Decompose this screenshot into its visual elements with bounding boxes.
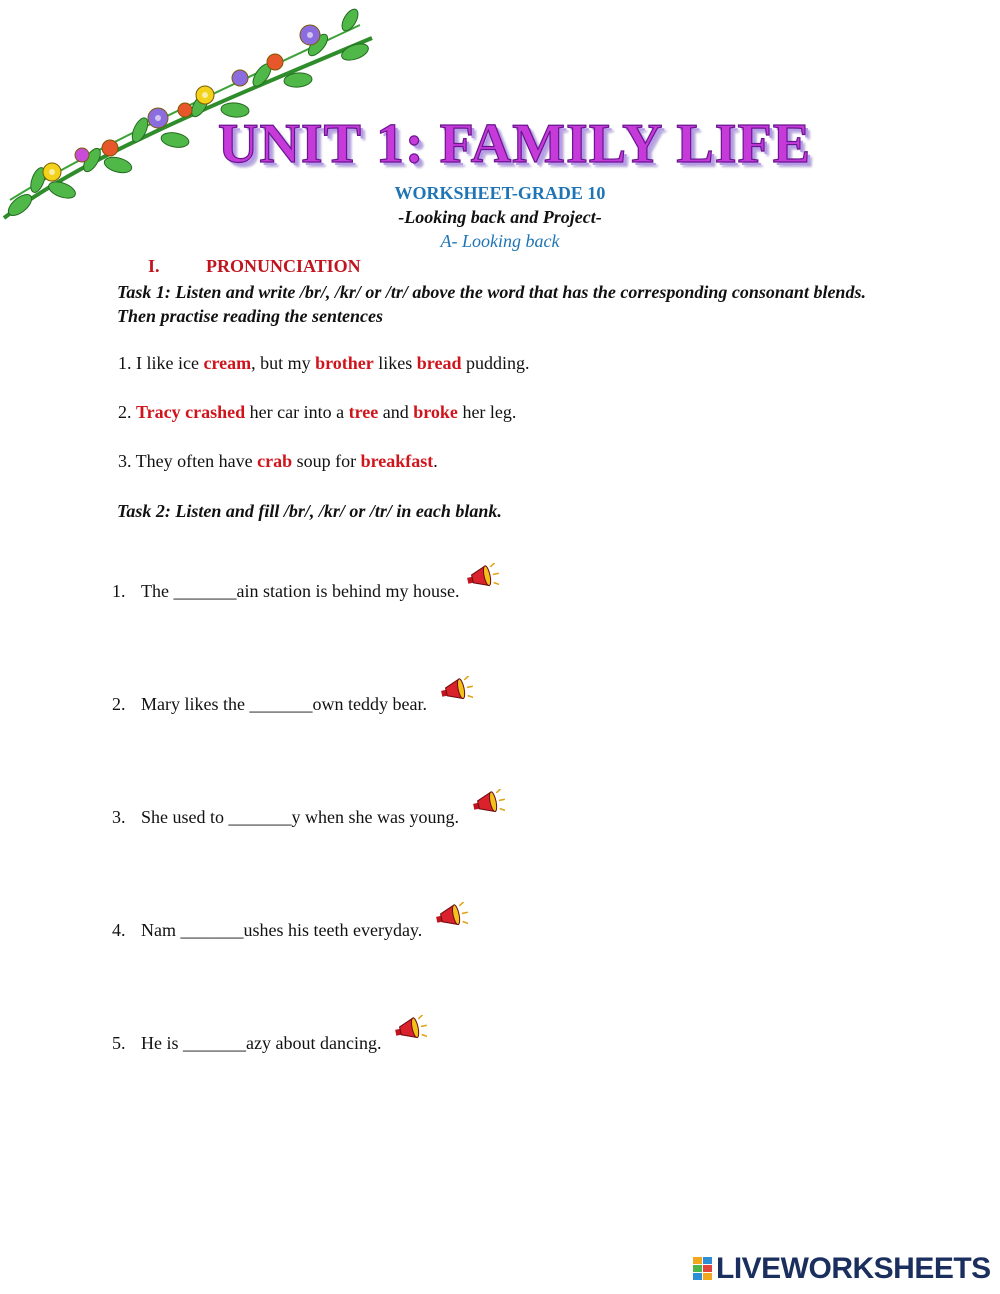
question-number: 1. <box>112 581 126 601</box>
task1-instruction: Task 1: Listen and write /br/, /kr/ or /tr/ above the word that has the corresponding consonant blends. Then practise reading the sentences <box>117 282 866 326</box>
sentence-text: 1. I like ice <box>118 353 204 373</box>
sentence-text: and <box>378 402 414 422</box>
megaphone-icon[interactable] <box>463 563 499 589</box>
question-text: Mary likes the _______own teddy bear. <box>141 694 427 714</box>
question-item <box>112 1015 427 1054</box>
question-text: Nam _______ushes his teeth everyday. <box>141 920 423 940</box>
section-title: PRONUNCIATION <box>206 256 361 276</box>
unit-title: UNIT 1: FAMILY LIFE <box>218 113 812 175</box>
sentence-text: 2. <box>118 402 136 422</box>
sentence-text: 3. They often have <box>118 451 258 471</box>
question-text: She used to _______y when she was young. <box>141 807 459 827</box>
logo-text: LIVEWORKSHEETS <box>716 1252 991 1285</box>
question-item <box>112 563 499 602</box>
target-word[interactable]: broke <box>413 402 458 422</box>
question-item <box>112 789 505 828</box>
target-word[interactable]: cream <box>203 353 252 373</box>
section-heading <box>0 256 1000 280</box>
sentence-text: her leg. <box>457 402 517 422</box>
worksheet-subtitle: -Looking back and Project- <box>398 207 602 227</box>
megaphone-icon[interactable] <box>437 676 473 702</box>
part-heading: A- Looking back <box>440 231 560 251</box>
target-word[interactable]: crab <box>257 451 293 471</box>
question-item <box>112 676 473 715</box>
sentence-text: her car into a <box>245 402 349 422</box>
question-number: 2. <box>112 694 126 714</box>
question-number: 5. <box>112 1033 126 1053</box>
target-word[interactable]: Tracy crashed <box>136 402 246 422</box>
question-text: The _______ain station is behind my house. <box>141 581 460 601</box>
sentence-text: likes <box>373 353 417 373</box>
worksheet-grade: WORKSHEET-GRADE 10 <box>394 183 606 203</box>
question-number: 3. <box>112 807 126 827</box>
task2-instruction: Task 2: Listen and fill /br/, /kr/ or /tr/ in each blank. <box>117 501 502 521</box>
target-word[interactable]: breakfast <box>360 451 434 471</box>
section-number: I. <box>148 256 160 276</box>
megaphone-icon[interactable] <box>391 1015 427 1041</box>
liveworksheets-logo-icon <box>692 1256 714 1282</box>
question-number: 4. <box>112 920 126 940</box>
sentence-text: , but my <box>251 353 316 373</box>
task1-sentence <box>118 451 438 472</box>
task1-sentence <box>118 353 530 374</box>
task1-sentence <box>118 402 516 423</box>
sentence-text: soup for <box>292 451 361 471</box>
liveworksheets-logo[interactable] <box>692 1253 992 1285</box>
sentence-text: . <box>433 451 438 471</box>
question-item <box>112 902 468 941</box>
megaphone-icon[interactable] <box>469 789 505 815</box>
target-word[interactable]: bread <box>416 353 462 373</box>
target-word[interactable]: tree <box>348 402 379 422</box>
question-text: He is _______azy about dancing. <box>141 1033 382 1053</box>
sentence-text: pudding. <box>461 353 530 373</box>
megaphone-icon[interactable] <box>432 902 468 928</box>
target-word[interactable]: brother <box>315 353 374 373</box>
